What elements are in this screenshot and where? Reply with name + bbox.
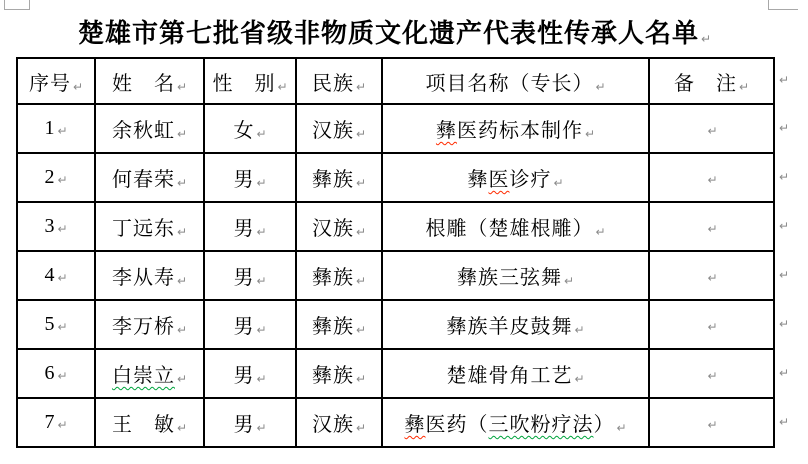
end-of-row-mark-icon: ↵ (779, 73, 790, 87)
cell-name[interactable] (95, 300, 204, 349)
paragraph-mark-icon: ↵ (176, 421, 188, 435)
paragraph-mark-icon: ↵ (57, 222, 68, 236)
header-row (17, 58, 774, 104)
cell-gender[interactable]: 男 ↵ (204, 153, 296, 202)
cell-text: 根雕（楚雄根雕） (425, 218, 594, 240)
header-project[interactable] (382, 58, 649, 104)
cell-text: 彝 (467, 169, 489, 191)
cell-text: 医药标本制作 (456, 120, 583, 142)
cell-gender[interactable]: 男 ↵ (204, 300, 296, 349)
header-label: 序号 (28, 72, 71, 95)
table-row (17, 153, 774, 202)
cell-ethnicity[interactable]: 彝族 ↵ (296, 251, 382, 300)
cell-text: 彝族三弦舞 (456, 267, 562, 289)
paragraph-mark-icon: ↵ (584, 127, 596, 141)
cell-name[interactable] (95, 104, 204, 153)
cell-text: 诊疗 (509, 169, 552, 191)
paragraph-mark-icon: ↵ (176, 225, 188, 239)
paragraph-mark-icon: ↵ (176, 79, 188, 94)
cell-gender[interactable]: 男 ↵ (204, 349, 296, 398)
paragraph-mark-icon: ↵ (738, 79, 750, 94)
cell-project[interactable] (382, 104, 649, 153)
cell-no[interactable]: 3 ↵ (17, 202, 95, 251)
paragraph-mark-icon: ↵ (707, 173, 718, 187)
paragraph-mark-icon: ↵ (707, 222, 718, 236)
cell-text: 王 敏 (111, 414, 175, 436)
paragraph-mark-icon: ↵ (256, 176, 267, 190)
end-of-row-mark-icon: ↵ (779, 169, 790, 184)
cell-no[interactable]: 6 ↵ (17, 349, 95, 398)
cell-gender[interactable]: 男 ↵ (204, 251, 296, 300)
cell-remark[interactable] (649, 251, 774, 300)
paragraph-mark-icon: ↵ (707, 418, 718, 432)
paragraph-mark-icon: ↵ (176, 176, 188, 190)
cell-no[interactable]: 1 ↵ (17, 104, 95, 153)
paragraph-mark-icon: ↵ (256, 421, 267, 435)
paragraph-mark-icon: ↵ (574, 323, 585, 337)
end-of-row-mark-icon: ↵ (779, 365, 790, 380)
table-row (17, 202, 774, 251)
paragraph-mark-icon: ↵ (707, 320, 718, 334)
page-title[interactable] (16, 13, 773, 50)
cell-project[interactable] (382, 251, 649, 300)
paragraph-mark-icon: ↵ (355, 421, 367, 435)
paragraph-mark-icon: ↵ (574, 372, 585, 386)
paragraph-mark-icon: ↵ (256, 323, 267, 337)
cell-name[interactable] (95, 251, 204, 300)
paragraph-mark-icon: ↵ (57, 271, 68, 285)
cell-no[interactable]: 4 ↵ (17, 251, 95, 300)
paragraph-mark-icon: ↵ (563, 274, 575, 288)
cell-text: 何春荣 (111, 169, 175, 191)
paragraph-mark-icon: ↵ (57, 320, 68, 334)
paragraph-mark-icon: ↵ (595, 79, 606, 94)
header-ethnicity[interactable] (296, 58, 382, 104)
header-label: 民族 (311, 72, 354, 95)
paragraph-mark-icon: ↵ (595, 225, 606, 239)
paragraph-mark-icon: ↵ (256, 274, 267, 288)
paragraph-mark-icon: ↵ (355, 225, 367, 239)
paragraph-mark-icon: ↵ (57, 173, 68, 187)
table-row (17, 398, 774, 447)
paragraph-mark-icon: ↵ (355, 372, 367, 386)
cell-ethnicity[interactable]: 彝族 ↵ (296, 349, 382, 398)
header-label: 姓 名 (111, 72, 175, 95)
cell-project[interactable] (382, 202, 649, 251)
paragraph-mark-icon: ↵ (616, 421, 627, 435)
cell-ethnicity[interactable]: 汉族 ↵ (296, 104, 382, 153)
page-boundary-corner-icon (4, 0, 30, 10)
paragraph-mark-icon: ↵ (176, 372, 188, 386)
paragraph-mark-icon: ↵ (176, 323, 188, 337)
paragraph-mark-icon: ↵ (256, 127, 267, 141)
inheritors-table (16, 57, 775, 448)
paragraph-mark-icon: ↵ (355, 323, 367, 337)
paragraph-mark-icon: ↵ (57, 369, 68, 383)
header-label: 性 别 (212, 72, 276, 95)
cell-project[interactable] (382, 349, 649, 398)
cell-project[interactable] (382, 153, 649, 202)
spellcheck-flagged-text: 三吹粉疗法 (488, 414, 594, 436)
paragraph-mark-icon: ↵ (176, 127, 188, 141)
cell-ethnicity[interactable]: 汉族 ↵ (296, 398, 382, 447)
end-of-row-mark-icon: ↵ (779, 316, 790, 331)
paragraph-mark-icon: ↵ (72, 79, 84, 94)
spellcheck-flagged-text: 白崇立 (111, 365, 175, 387)
spellcheck-flagged-text: 彝 (435, 120, 457, 142)
page-boundary-corner-icon (768, 0, 798, 10)
cell-project[interactable] (382, 300, 649, 349)
cell-gender[interactable]: 女 ↵ (204, 104, 296, 153)
cell-remark[interactable] (649, 398, 774, 447)
cell-gender[interactable]: 男 ↵ (204, 202, 296, 251)
header-gender[interactable] (204, 58, 296, 104)
paragraph-mark-icon: ↵ (176, 274, 188, 288)
paragraph-mark-icon: ↵ (355, 79, 367, 94)
cell-remark[interactable] (649, 153, 774, 202)
cell-text: ） (593, 414, 615, 436)
cell-no[interactable]: 5 ↵ (17, 300, 95, 349)
cell-name[interactable] (95, 202, 204, 251)
cell-project[interactable] (382, 398, 649, 447)
header-name[interactable] (95, 58, 204, 104)
table-row (17, 349, 774, 398)
cell-text: 楚雄骨角工艺 (446, 365, 573, 387)
cell-no[interactable]: 7 ↵ (17, 398, 95, 447)
cell-text: 李万桥 (111, 316, 175, 338)
paragraph-mark-icon: ↵ (707, 369, 718, 383)
table-row (17, 104, 774, 153)
cell-remark[interactable] (649, 104, 774, 153)
cell-name[interactable] (95, 349, 204, 398)
cell-text: 丁远东 (111, 218, 175, 240)
paragraph-mark-icon: ↵ (355, 274, 367, 288)
paragraph-mark-icon: ↵ (707, 124, 718, 138)
end-of-row-mark-icon: ↵ (779, 218, 790, 233)
page-title-text: 楚雄市第七批省级非物质文化遗产代表性传承人名单 (77, 19, 699, 48)
cell-gender[interactable]: 男 ↵ (204, 398, 296, 447)
end-of-row-mark-icon: ↵ (779, 267, 790, 282)
paragraph-mark-icon: ↵ (256, 372, 267, 386)
end-of-row-mark-icon: ↵ (779, 120, 790, 135)
cell-remark[interactable] (649, 300, 774, 349)
paragraph-mark-icon: ↵ (355, 176, 367, 190)
end-of-row-mark-icon: ↵ (779, 414, 790, 429)
table-row (17, 251, 774, 300)
header-remark[interactable] (649, 58, 774, 104)
header-no[interactable] (17, 58, 95, 104)
spellcheck-flagged-text: 医 (488, 169, 510, 191)
cell-name[interactable] (95, 153, 204, 202)
paragraph-mark-icon: ↵ (57, 124, 68, 138)
cell-ethnicity[interactable]: 汉族 ↵ (296, 202, 382, 251)
paragraph-mark-icon: ↵ (277, 79, 288, 94)
paragraph-mark-icon: ↵ (256, 225, 267, 239)
paragraph-mark-icon: ↵ (700, 32, 712, 46)
cell-ethnicity[interactable]: 彝族 ↵ (296, 300, 382, 349)
paragraph-mark-icon: ↵ (57, 418, 68, 432)
cell-text: 彝族羊皮鼓舞 (446, 316, 573, 338)
paragraph-mark-icon: ↵ (355, 127, 367, 141)
cell-name[interactable] (95, 398, 204, 447)
cell-text: 医药（ (425, 414, 489, 436)
cell-no[interactable]: 2 ↵ (17, 153, 95, 202)
spellcheck-flagged-text: 彝 (404, 414, 426, 436)
cell-text: 余秋虹 (111, 120, 175, 142)
header-label: 备 注 (673, 72, 737, 95)
header-label: 项目名称（专长） (425, 72, 594, 95)
cell-text: 李从寿 (111, 267, 175, 289)
cell-remark[interactable] (649, 202, 774, 251)
cell-ethnicity[interactable]: 彝族 ↵ (296, 153, 382, 202)
cell-remark[interactable] (649, 349, 774, 398)
paragraph-mark-icon: ↵ (707, 271, 718, 285)
table-row (17, 300, 774, 349)
paragraph-mark-icon: ↵ (553, 176, 564, 190)
